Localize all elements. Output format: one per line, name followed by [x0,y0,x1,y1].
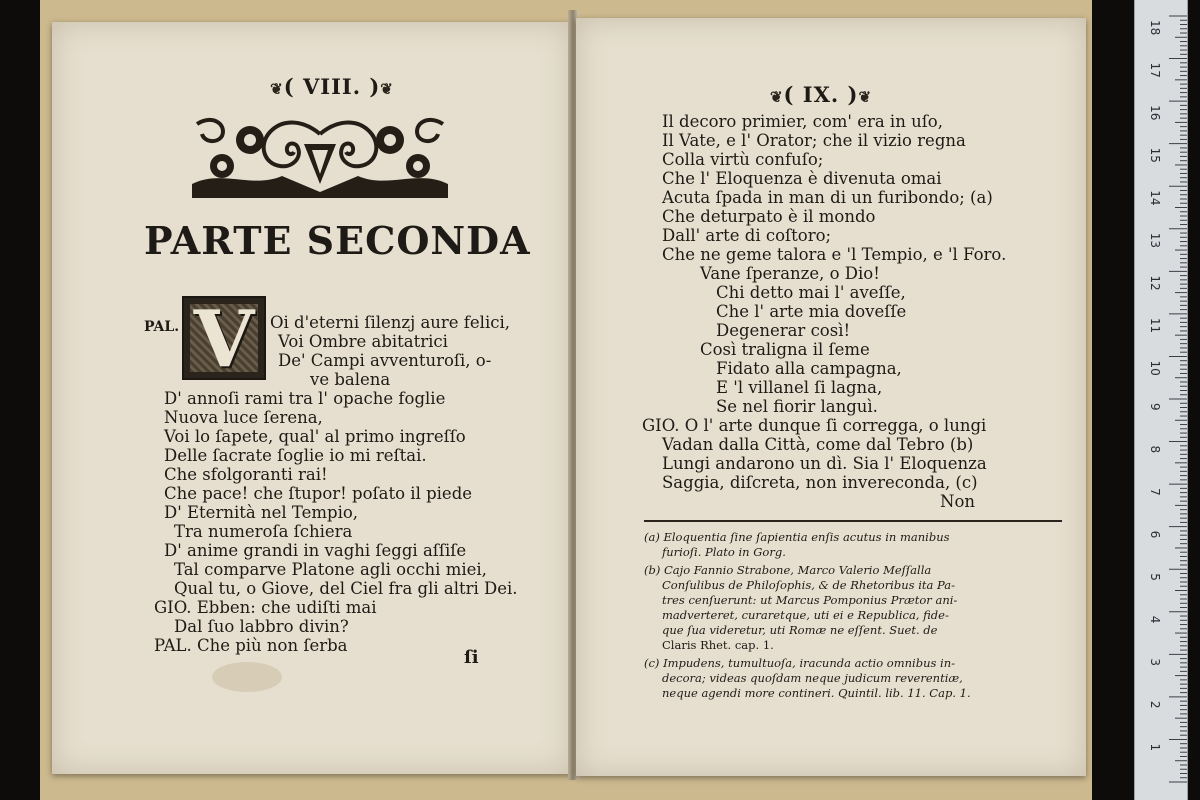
right-folio-text: ( IX. ) [783,82,859,107]
ruler-label: 9 [1148,403,1162,411]
verse-line: Lungi andarono un dì. Sia l' Eloquenza [662,454,987,473]
footnote-line: decora; videas quoſdam neque judicum reverentiæ, [662,671,963,685]
ruler-label: 14 [1148,190,1162,206]
folio-ornament-icon: ❦ [380,80,394,98]
verse-line: Nuova luce ſerena, [164,408,323,427]
footnote-line: (b) Cajo Fannio Strabone, Marco Valerio Meſſalla [644,563,932,577]
measuring-ruler [1134,0,1188,800]
verse-line: D' anime grandi in vaghi ſeggi aſſiſe [164,541,467,560]
footnote-rule [644,520,1062,522]
folio-ornament-icon: ❦ [769,88,784,106]
ruler-label: 3 [1148,658,1162,666]
ruler-label: 13 [1148,232,1162,249]
left-folio [252,74,412,99]
part-title: PARTE SECONDA [144,218,531,263]
ruler-label: 18 [1148,20,1162,36]
verse-line: Oi d'eterni ſilenzj aure felici, [270,313,510,332]
verse-line: ve balena [310,370,391,389]
ruler-label: 2 [1148,700,1162,709]
verse-line: Voi lo ſapete, qual' al primo ingreſſo [164,427,466,446]
ruler-label: 17 [1148,62,1162,78]
verse-line: Colla virtù confuſo; [662,150,824,169]
catchword: Non [940,492,975,511]
ruler-label: 6 [1148,530,1162,539]
catchword: ſi [464,647,479,668]
footnote-line: (c) Impudens, tumultuoſa, iracunda actio omnibus in- [644,656,956,670]
footnote-line: (a) Eloquentia ſine ſapientia enſis acutus in manibus [644,530,950,544]
speaker-label: PAL. [144,319,180,335]
ruler-label: 4 [1148,615,1162,624]
drop-cap-letter: V [193,294,255,385]
verse-line: Che sfolgoranti rai! [164,465,328,484]
verse-line: De' Campi avventuroſi, o- [278,351,492,370]
verse-line: Dall' arte di coſtoro; [662,226,832,245]
verse-line: Che pace! che ſtupor! poſato il piede [164,484,473,503]
verse-line: Che l' Eloquenza è divenuta omai [662,169,942,188]
ruler-label: 10 [1148,360,1162,376]
verse-line: Delle ſacrate ſoglie io mi reſtai. [164,446,427,465]
footnote-line: que ſua videretur, uti Romæ ne eſſent. Suet. de [662,623,938,637]
ruler-label: 7 [1148,488,1162,496]
verse-line: Acuta ſpada in man di un furibondo; (a) [662,188,993,207]
verse-line: Chi detto mai l' aveſſe, [716,283,906,302]
right-folio [756,82,886,107]
verse-line: Che deturpato è il mondo [662,207,876,226]
verse-line: PAL. Che più non ſerba [154,636,348,655]
right-page [576,18,1086,776]
left-page [52,22,572,774]
ruler-label: 8 [1148,445,1162,454]
verse-line: Saggia, diſcreta, non invereconda, (c) [662,473,978,492]
verse-line: Tra numeroſa ſchiera [174,522,353,541]
verse-line: Qual tu, o Giove, del Ciel fra gli altri Dei. [174,579,518,598]
folio-ornament-icon: ❦ [858,88,873,106]
verse-line: Vane ſperanze, o Dio! [700,264,880,283]
headpiece-ornament-icon [192,114,448,198]
verse-line: Voi Ombre abitatrici [278,332,448,351]
verse-line: Il decoro primier, com' era in uſo, [662,112,943,131]
verse-line: Che l' arte mia doveſſe [716,302,907,321]
drop-cap-initial [182,294,266,385]
verse-line: Se nel fiorir languì. [716,397,878,416]
verse-line: D' annoſi rami tra l' opache foglie [164,389,446,408]
verse-line: GIO. Ebben: che udiſti mai [154,598,377,617]
verse-line: E 'l villanel ſi lagna, [716,378,883,397]
paper-stain [212,662,282,692]
verse-line: Così traligna il ſeme [700,340,870,359]
ruler-label: 11 [1148,317,1162,334]
verse-line: Fidato alla campagna, [716,359,902,378]
footnote-line: Conſulibus de Philoſophis, & de Rhetoribus ita Pa- [662,578,955,592]
ruler-label: 15 [1148,147,1162,163]
footnote-line: tres cenſuerunt: ut Marcus Pomponius Prætor ani- [662,593,958,607]
verse-line: GIO. O l' arte dunque ſi corregga, o lungi [642,416,987,435]
verse-line: Degenerar così! [716,321,851,340]
verse-line: D' Eternità nel Tempio, [164,503,359,522]
footnote-line: furioſi. Plato in Gorg. [662,545,786,559]
ruler-scale [1135,0,1187,800]
footnote-line: neque agendi more contineri. Quintil. lib. 11. Cap. 1. [662,686,971,700]
verse-line: Vadan dalla Città, come dal Tebro (b) [662,435,974,454]
footnote-line: Claris Rhet. cap. 1. [662,638,774,652]
verse-line: Dal ſuo labbro divin? [174,617,349,636]
left-folio-text: ( VIII. ) [283,74,381,99]
ruler-label: 5 [1148,573,1162,581]
verse-line: Tal comparve Platone agli occhi miei, [174,560,487,579]
folio-ornament-icon: ❦ [270,80,284,98]
ruler-label: 16 [1148,105,1162,121]
verse-line: Che ne geme talora e 'l Tempio, e 'l Foro. [662,245,1007,264]
ruler-label: 12 [1148,275,1162,291]
footnote-line: madverteret, curaretque, uti ei e Republica, fide- [662,608,949,622]
ruler-label: 1 [1148,743,1162,752]
verse-line: Il Vate, e l' Orator; che il vizio regna [662,131,966,150]
